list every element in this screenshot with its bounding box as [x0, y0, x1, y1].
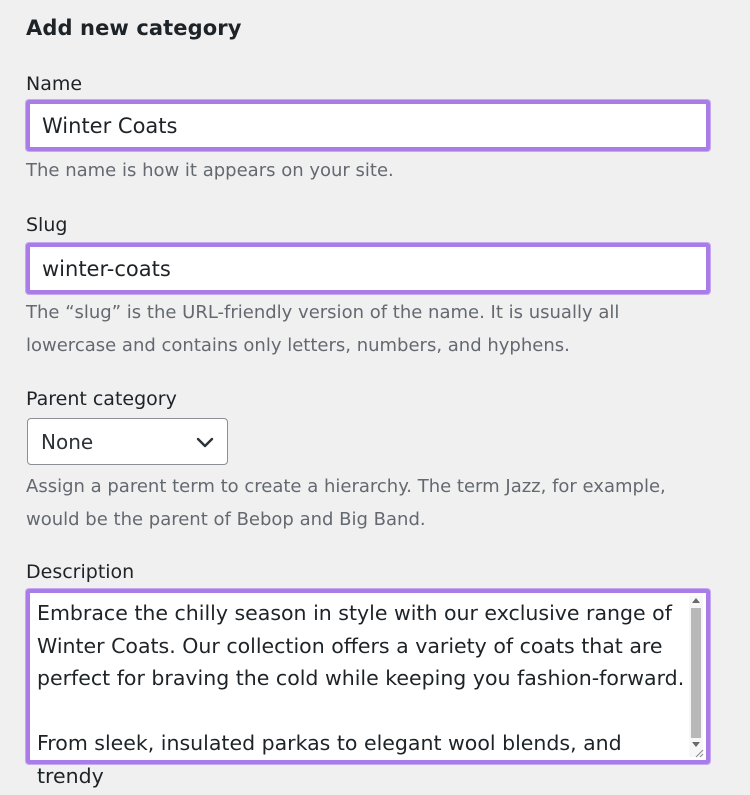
chevron-down-icon [195, 432, 215, 452]
slug-input[interactable] [26, 243, 710, 294]
description-textarea[interactable] [26, 589, 710, 788]
slug-label: Slug [26, 214, 68, 236]
name-label: Name [26, 73, 83, 95]
form-heading: Add new category [26, 16, 242, 40]
name-input[interactable] [26, 100, 710, 151]
resize-handle-icon[interactable] [695, 749, 704, 758]
slug-input-value: winter-coats [42, 256, 171, 281]
name-input-value: Winter Coats [42, 113, 178, 138]
parent-category-selected-value: None [41, 429, 94, 454]
description-scrollbar[interactable] [689, 596, 703, 757]
scroll-up-arrow-icon[interactable] [692, 598, 700, 603]
scrollbar-thumb[interactable] [691, 608, 701, 738]
description-text: Embrace the chilly season in style with our exclusive range of Winter Coats. Our collection offers a variety of coats that are perfect for braving the cold while keeping you fashion-forward. From sleek, insulated parkas to elegant wool blends, and trendy [37, 601, 685, 788]
description-label: Description [26, 561, 135, 583]
parent-help-text-line-1: Assign a parent term to create a hierarchy. The term Jazz, for example, [26, 476, 666, 497]
name-help-text: The name is how it appears on your site. [26, 160, 394, 181]
slug-help-text-line-2: lowercase and contains only letters, numbers, and hyphens. [26, 335, 570, 356]
parent-help-text-line-2: would be the parent of Bebop and Big Band. [26, 509, 426, 530]
parent-category-label: Parent category [26, 388, 177, 410]
scroll-down-arrow-icon[interactable] [692, 742, 700, 747]
parent-category-select[interactable] [27, 418, 228, 465]
slug-help-text-line-1: The “slug” is the URL-friendly version of the name. It is usually all [26, 302, 620, 323]
